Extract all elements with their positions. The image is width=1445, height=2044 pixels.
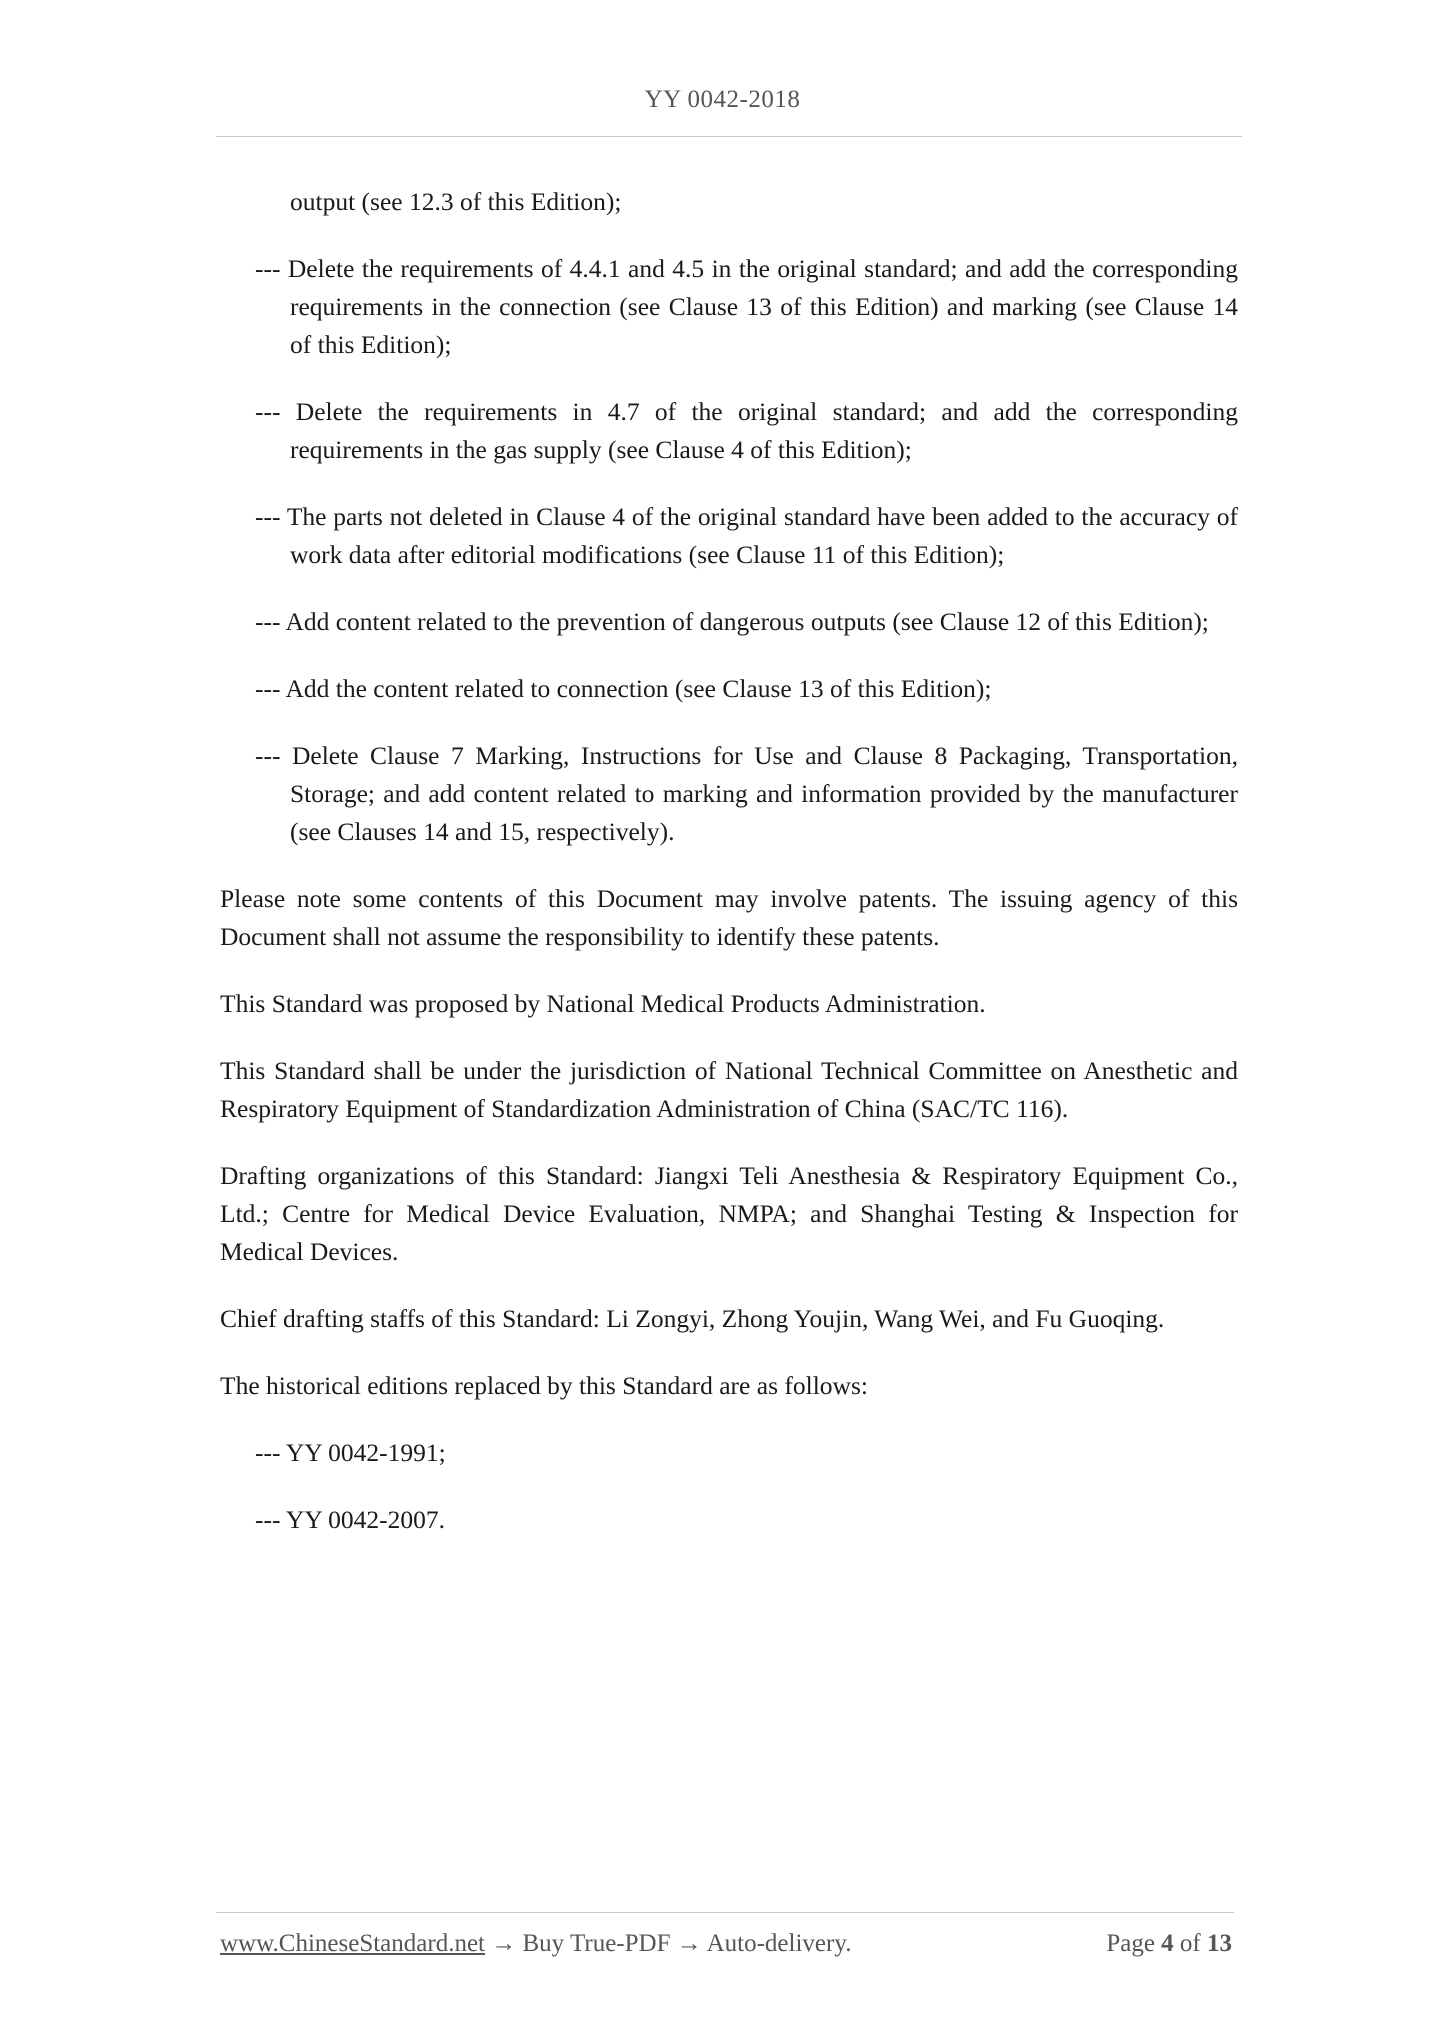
footer-divider	[216, 1912, 1234, 1913]
page-of-label: of	[1179, 1930, 1201, 1957]
list-item: --- The parts not deleted in Clause 4 of the original standard have been added to the accuracy of work data after editorial modifications (see Clause 11 of this Edition);	[255, 502, 1238, 569]
current-page-number: 4	[1161, 1930, 1174, 1957]
footer-promo	[220, 1930, 851, 1958]
list-item: --- Add content related to the prevention of dangerous outputs (see Clause 12 of this Edition);	[255, 607, 1209, 636]
edition-item: --- YY 0042-1991;	[255, 1438, 446, 1467]
list-item: --- Delete the requirements in 4.7 of the original standard; and add the corresponding requirements in the gas supply (see Clause 4 of this Edition);	[255, 397, 1238, 464]
edition-item: --- YY 0042-2007.	[255, 1505, 446, 1534]
page-indicator	[1106, 1930, 1232, 1958]
paragraph-proposed-by: This Standard was proposed by National Medical Products Administration.	[220, 989, 986, 1018]
paragraph-drafting-organizations: Drafting organizations of this Standard: Jiangxi Teli Anesthesia & Respiratory Equipment Co., Ltd.; Centre for Medical Device Evaluation, NMPA; and Shanghai Testing & Inspection for Medical Devices.	[220, 1161, 1238, 1266]
footer-promo-text: → Buy True-PDF → Auto-delivery.	[485, 1930, 852, 1957]
paragraph-historical-editions: The historical editions replaced by this Standard are as follows:	[220, 1371, 868, 1400]
paragraph-patents: Please note some contents of this Document may involve patents. The issuing agency of this Document shall not assume the responsibility to identify these patents.	[220, 884, 1238, 951]
list-item: --- Add the content related to connection (see Clause 13 of this Edition);	[255, 674, 992, 703]
paragraph-chief-drafting-staffs: Chief drafting staffs of this Standard: Li Zongyi, Zhong Youjin, Wang Wei, and Fu Guoqing.	[220, 1304, 1165, 1333]
paragraph-jurisdiction: This Standard shall be under the jurisdiction of National Technical Committee on Anesthetic and Respiratory Equipment of Standardization Administration of China (SAC/TC 116).	[220, 1056, 1238, 1123]
list-item: --- Delete Clause 7 Marking, Instructions for Use and Clause 8 Packaging, Transportation, Storage; and add content related to marking and information provided by the manufacturer (see Clauses 14 and 15, respectively).	[255, 741, 1238, 846]
list-item: --- Delete the requirements of 4.4.1 and 4.5 in the original standard; and add the corresponding requirements in the connection (see Clause 13 of this Edition) and marking (see Clause 14 of this Edition);	[255, 254, 1238, 359]
document-header-title: YY 0042-2018	[644, 86, 801, 113]
list-item-continuation: output (see 12.3 of this Edition);	[290, 187, 622, 216]
website-link[interactable]: www.ChineseStandard.net	[220, 1930, 485, 1957]
header-divider	[216, 136, 1242, 137]
page-label: Page	[1106, 1930, 1155, 1957]
total-pages-number: 13	[1207, 1930, 1232, 1957]
document-body	[220, 183, 1238, 1568]
